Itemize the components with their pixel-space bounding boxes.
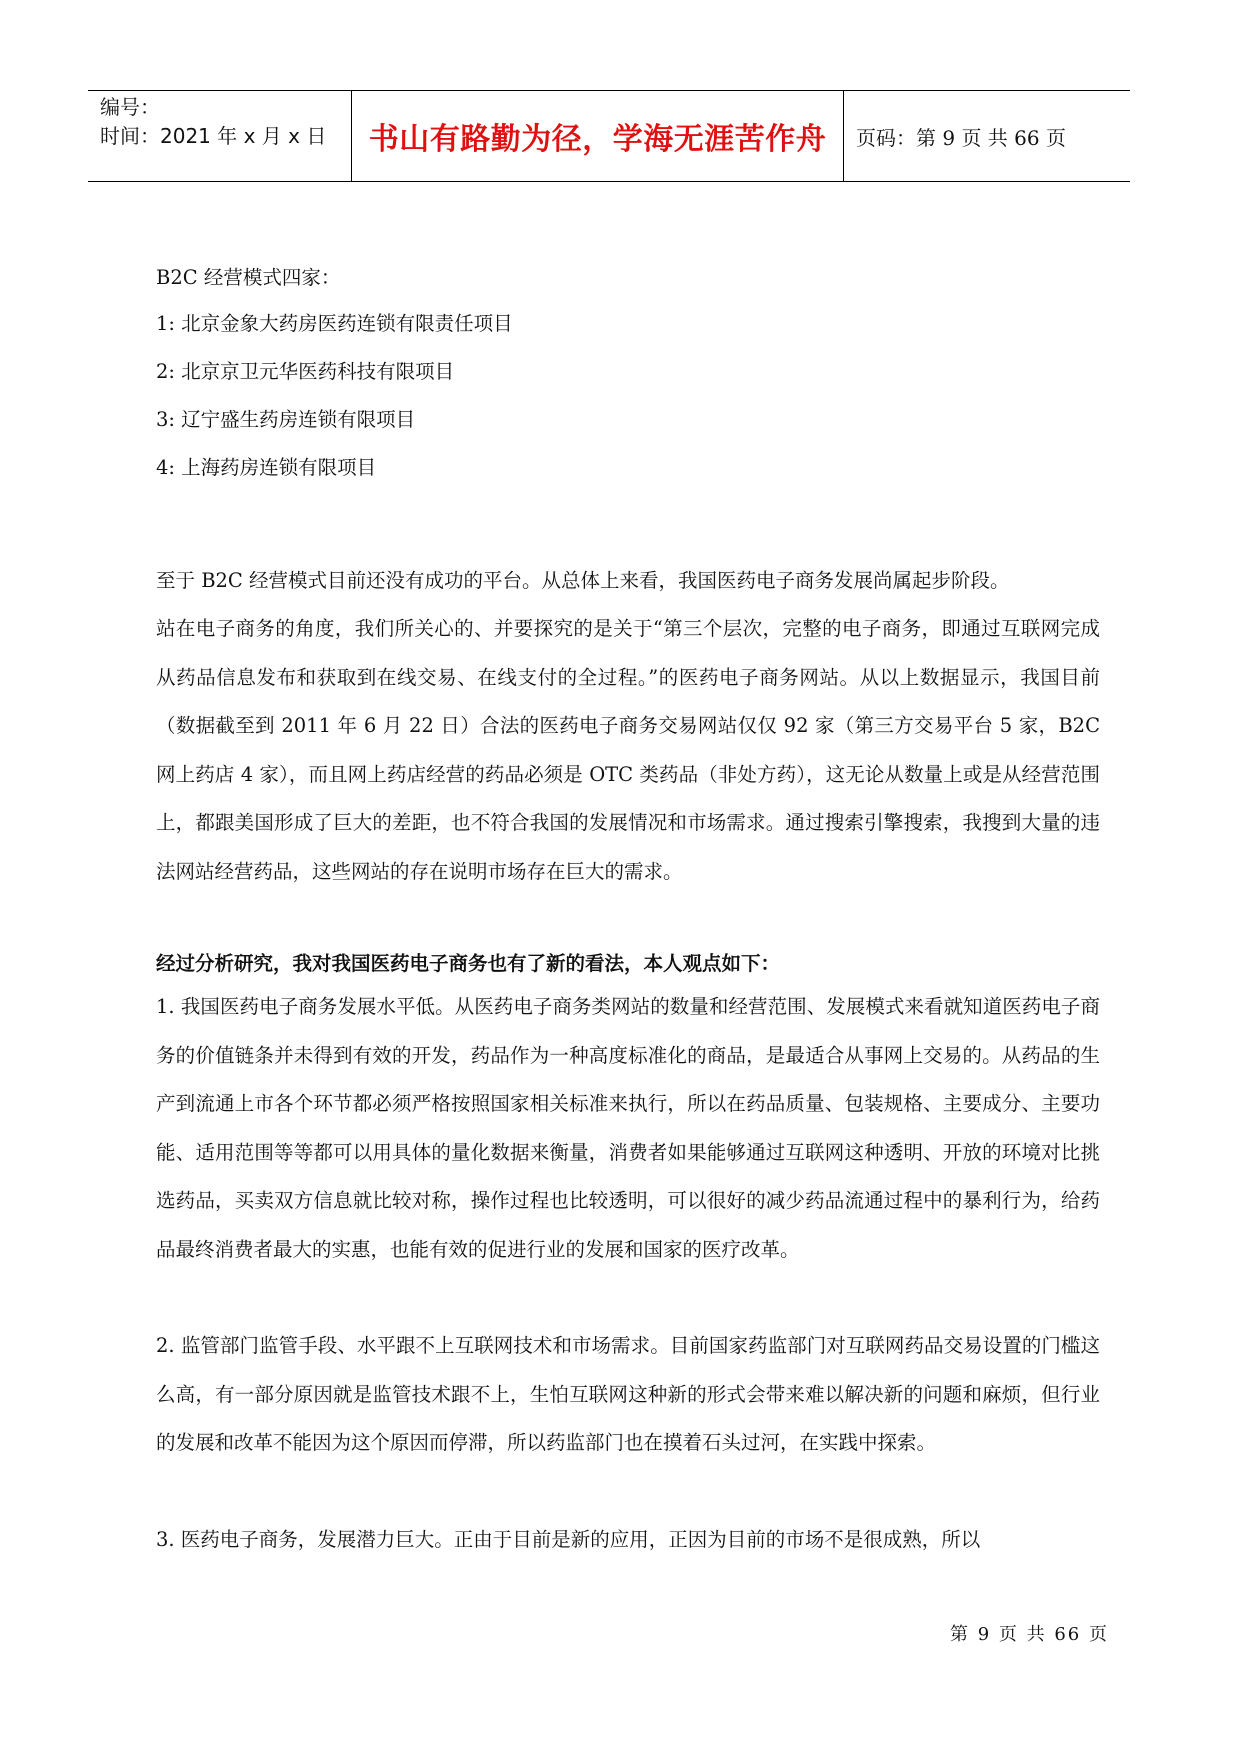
opinion-heading: 经过分析研究，我对我国医药电子商务也有了新的看法，本人观点如下： — [156, 952, 781, 975]
paragraph: 至于 B2C 经营模式目前还没有成功的平台。从总体上来看，我国医药电子商务发展尚属起步阶段。 — [156, 569, 1010, 592]
paragraph: 2. 监管部门监管手段、水平跟不上互联网技术和市场需求。目前国家药监部门对互联网药品交易设置的门槛这么高，有一部分原因就是监管技术跟不上，生怕互联网这种新的形式会带来难以解决新的问题和麻烦，但行业的发展和改革不能因为这个原因而停滞，所以药监部门也在摸着石头过河，在实践中探索。 — [156, 1334, 1100, 1454]
paragraph: 1. 我国医药电子商务发展水平低。从医药电子商务类网站的数量和经营范围、发展模式来看就知道医药电子商务的价值链条并未得到有效的开发，药品作为一种高度标准化的商品，是最适合从事网上交易的。从药品的生产到流通上市各个环节都必须严格按照国家相关标准来执行，所以在药品质量、包装规格、主要成分、主要功能、适用范围等等都可以用具体的量化数据来衡量，消费者如果能够通过互联网这种透明、开放的环境对比挑选药品，买卖双方信息就比较对称，操作过程也比较透明，可以很好的减少药品流通过程中的暴利行为，给药品最终消费者最大的实惠，也能有效的促进行业的发展和国家的医疗改革。 — [156, 995, 1100, 1261]
document-number-label: 编号： — [100, 95, 160, 119]
page-header — [88, 90, 1130, 182]
header-motto: 书山有路勤为径，学海无涯苦作舟 — [352, 91, 844, 181]
paragraph: 站在电子商务的角度，我们所关心的、并要探究的是关于“第三个层次，完整的电子商务，即通过互联网完成从药品信息发布和获取到在线交易、在线支付的全过程。”的医药电子商务网站。从以上数据显示，我国目前（数据截至到 2011 年 6 月 22 日）合法的医药电子商务交易网站仅仅 92 家（第三方交易平台 5 家，B2C 网上药店 4 家），而且网上药店经营的药品必须是 OTC 类药品（非处方药），这无论从数量上或是从经营范围上，都跟美国形成了巨大的差距，也不符合我国的发展情况和市场需求。通过搜索引擎搜索，我搜到大量的违法网站经营药品，这些网站的存在说明市场存在巨大的需求。 — [156, 617, 1100, 883]
paragraph: 3. 医药电子商务，发展潜力巨大。正由于目前是新的应用，正因为目前的市场不是很成熟，所以 — [156, 1528, 981, 1551]
list-item: 4: 上海药房连锁有限项目 — [156, 456, 377, 479]
document-time-label: 时间：2021 年 x 月 x 日 — [100, 124, 327, 148]
page-footer: 第 9 页 共 66 页 — [950, 1624, 1109, 1645]
list-item: 2: 北京京卫元华医药科技有限项目 — [156, 360, 455, 383]
header-meta — [88, 91, 352, 181]
list-item: 1: 北京金象大药房医药连锁有限责任项目 — [156, 312, 513, 335]
b2c-heading: B2C 经营模式四家： — [156, 266, 341, 289]
list-item: 3: 辽宁盛生药房连锁有限项目 — [156, 408, 416, 431]
header-page-info: 页码：第 9 页 共 66 页 — [856, 125, 1066, 150]
